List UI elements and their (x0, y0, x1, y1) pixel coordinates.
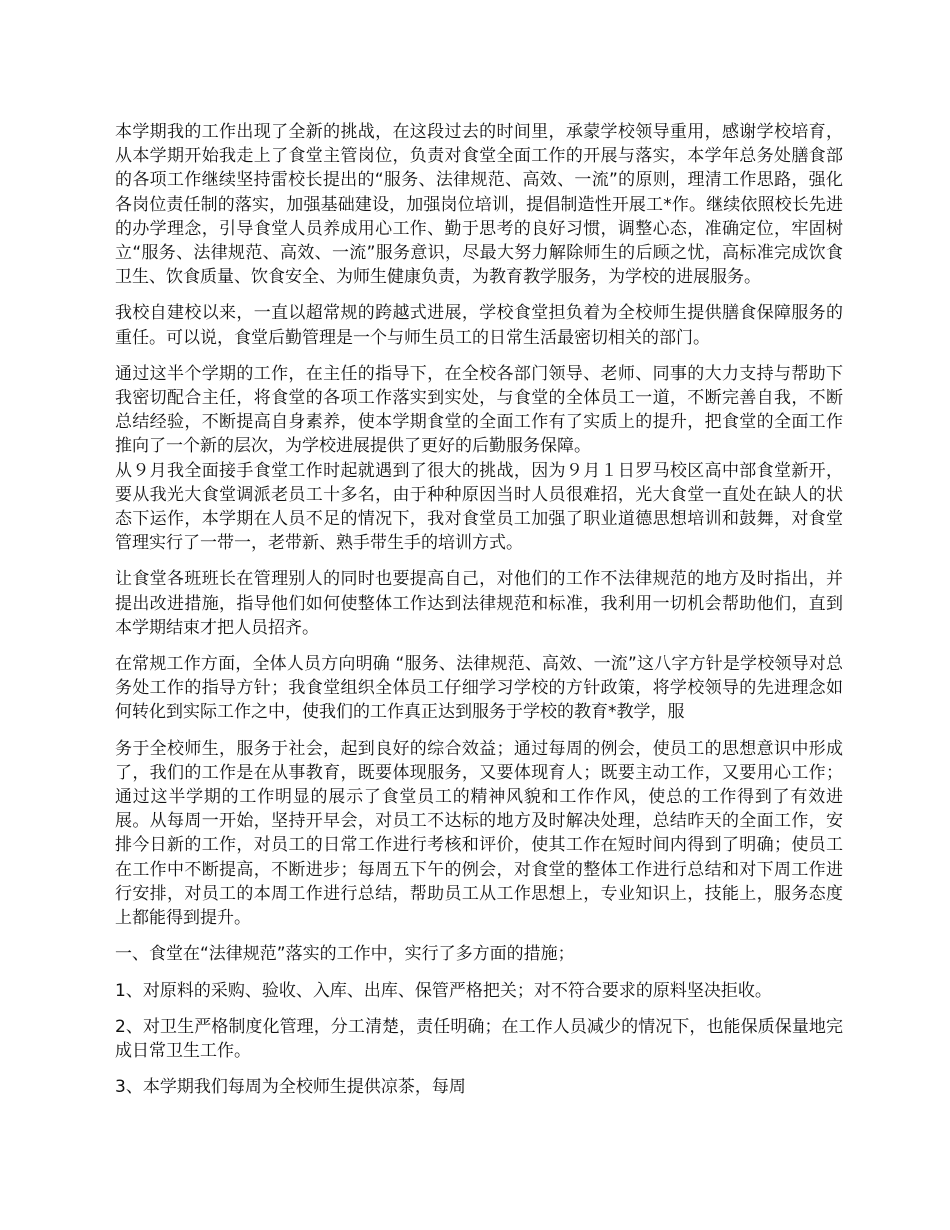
paragraph-weekly-meetings: 务于全校师生，服务于社会，起到良好的综合效益；通过每周的例会，使员工的思想意识中形成了，我们的工作是在从事教育，既要体现服务，又要体现育人；既要主动工作，又要用心工作；通过这半学期的工作明显的展示了食堂员工的精神风貌和工作作风，使总的工作得到了有效进展。从每周一开始，坚持开早会，对员工不达标的地方及时解决处理，总结昨天的全面工作，安排今日新的工作，对员工的日常工作进行考核和评价，使其工作在短时间内得到了明确；使员工在工作中不断提高，不断进步；每周五下午的例会，对食堂的整体工作进行总结和对下周工作进行安排，对员工的本周工作进行总结，帮助员工从工作思想上，专业知识上，技能上，服务态度上都能得到提升。 (115, 738, 843, 929)
paragraph-half-term-work: 通过这半个学期的工作，在主任的指导下，在全校各部门领导、老师、同事的大力支持与帮助下我密切配合主任，将食堂的各项工作落实到实处，与食堂的全体员工一道，不断完善自我，不断总结经验，不断提高自身素养，使本学期食堂的全面工作有了实质上的提升，把食堂的全面工作推向了一个新的层次，为学校进展提供了更好的后勤服务保障。 (115, 363, 843, 457)
list-item-procurement: 1、对原料的采购、验收、入库、出库、保管严格把关；对不符合要求的原料坚决拒收。 (115, 980, 772, 1001)
heading-measures: 一、食堂在“法律规范”落实的工作中，实行了多方面的措施； (115, 944, 575, 965)
list-item-hygiene: 2、对卫生严格制度化管理，分工清楚，责任明确；在工作人员减少的情况下，也能保质保量地完成日常卫生工作。 (115, 1016, 843, 1061)
paragraph-school-history: 我校自建校以来，一直以超常规的跨越式进展，学校食堂担负着为全校师生提供膳食保障服务的重任。可以说，食堂后勤管理是一个与师生员工的日常生活最密切相关的部门。 (115, 303, 843, 348)
paragraph-intro: 本学期我的工作出现了全新的挑战，在这段过去的时间里，承蒙学校领导重用，感谢学校培育，从本学期开始我走上了食堂主管岗位，负责对食堂全面工作的开展与落实，本学年总务处膳食部的各项工作继续坚持雷校长提出的“服务、法律规范、高效、一流”的原则，理清工作思路，强化各岗位责任制的落实，加强基础建设，加强岗位培训，提倡制造性开展工*作。继续依照校长先进的办学理念，引导食堂人员养成用心工作、勤于思考的良好习惯，调整心态，准确定位，牢固树立“服务、法律规范、高效、一流”服务意识，尽最大努力解除师生的后顾之忧，高标准完成饮食卫生、饮食质量、饮食安全、为师生健康负责，为教育教学服务，为学校的进展服务。 (115, 122, 843, 288)
document-body (115, 120, 843, 1111)
list-item-herbal-tea: 3、本学期我们每周为全校师生提供凉茶，每周 (115, 1077, 466, 1098)
paragraph-september-challenge: 从９月我全面接手食堂工作时起就遇到了很大的挑战，因为９月１日罗马校区高中部食堂新开，要从我光大食堂调派老员工十多名，由于种种原因当时人员很难招，光大食堂一直处在缺人的状态下运作，本学期在人员不足的情况下，我对食堂员工加强了职业道德思想培训和鼓舞，对食堂管理实行了一带一，老带新、熟手带生手的培训方式。 (115, 460, 843, 554)
paragraph-routine-work: 在常规工作方面，全体人员方向明确 “服务、法律规范、高效、一流”这八字方针是学校领导对总务处工作的指导方针；我食堂组织全体员工仔细学习学校的方针政策，将学校领导的先进理念如何转化到实际工作之中，使我们的工作真正达到服务于学校的教育*教学，服 (115, 654, 843, 723)
paragraph-team-leaders: 让食堂各班班长在管理别人的同时也要提高自己，对他们的工作不法律规范的地方及时指出，并提出改进措施，指导他们如何使整体工作达到法律规范和标准，我利用一切机会帮助他们，直到本学期结束才把人员招齐。 (115, 569, 843, 638)
